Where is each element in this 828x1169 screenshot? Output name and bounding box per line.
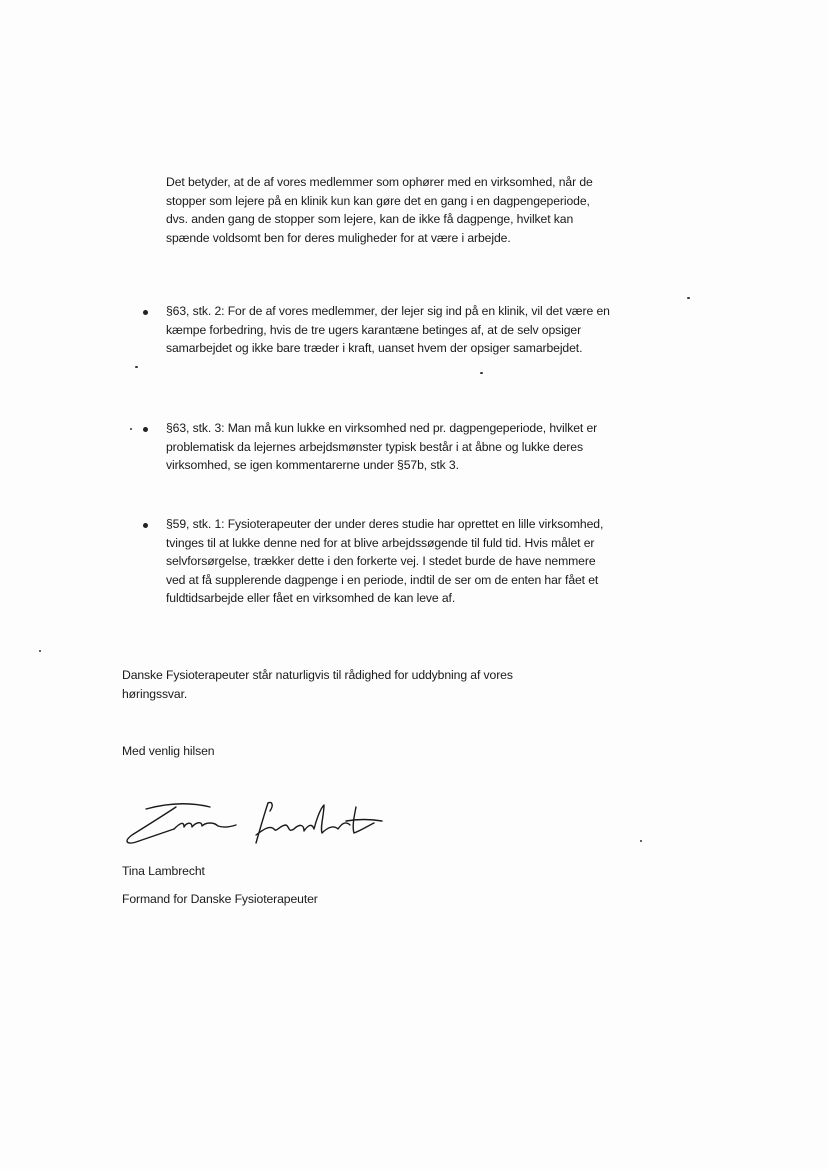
scan-speck: [130, 428, 132, 430]
bullet-item-63-stk-3: §63, stk. 3: Man må kun lukke en virksomhed ned pr. dagpengeperiode, hvilket er problematisk da lejernes arbejdsmønster typisk består i at åbne og lukke deres virksomhed, se igen kommentarerne under §57b, stk 3.: [166, 421, 598, 473]
bullet-item-63-stk-2: §63, stk. 2: For de af vores medlemmer, der lejer sig ind på en klinik, vil det være en kæmpe forbedring, hvis de tre ugers karantæne betinges af, at de selv opsiger samarbejdet og ikke bare træder i kraft, uanset hvem der opsiger samarbejdet.: [166, 304, 610, 356]
intro-paragraph: Det betyder, at de af vores medlemmer som ophører med en virksomhed, når de stopper som lejere på en klinik kun kan gøre det en gang i en dagpengeperiode, dvs. anden gang de stopper som lejere, kan de ikke få dagpenge, hvilket kan spænde voldsomt ben for deres muligheder for at være i arbejde.: [166, 175, 593, 245]
scan-speck: [39, 650, 41, 652]
bullet-dot: [143, 523, 148, 528]
bullet-dot: [143, 310, 148, 315]
bullet-item-59-stk-1: §59, stk. 1: Fysioterapeuter der under deres studie har oprettet en lille virksomhed, tvinges til at lukke denne ned for at blive arbejdssøgende til fuld tid. Hvis målet er selvforsørgelse, trækker dette i den forkerte vej. I stedet burde de have nemmere ved at få supplerende dagpenge i en periode, indtil de ser om de enten har fået et fuldtidsarbejde eller fået en virksomhed de kan leve af.: [166, 517, 604, 606]
handwritten-signature: [118, 795, 388, 855]
closing-paragraph: Danske Fysioterapeuter står naturligvis til rådighed for uddybning af vores høringssvar.: [122, 668, 513, 701]
signer-name: Tina Lambrecht: [122, 864, 205, 878]
signer-title: Formand for Danske Fysioterapeuter: [122, 892, 318, 906]
scan-speck: [687, 297, 690, 299]
scan-speck: [135, 366, 138, 368]
bullet-dot: [143, 427, 148, 432]
greeting: Med venlig hilsen: [122, 744, 215, 758]
scan-speck: [480, 372, 483, 374]
scan-speck: [640, 840, 642, 842]
